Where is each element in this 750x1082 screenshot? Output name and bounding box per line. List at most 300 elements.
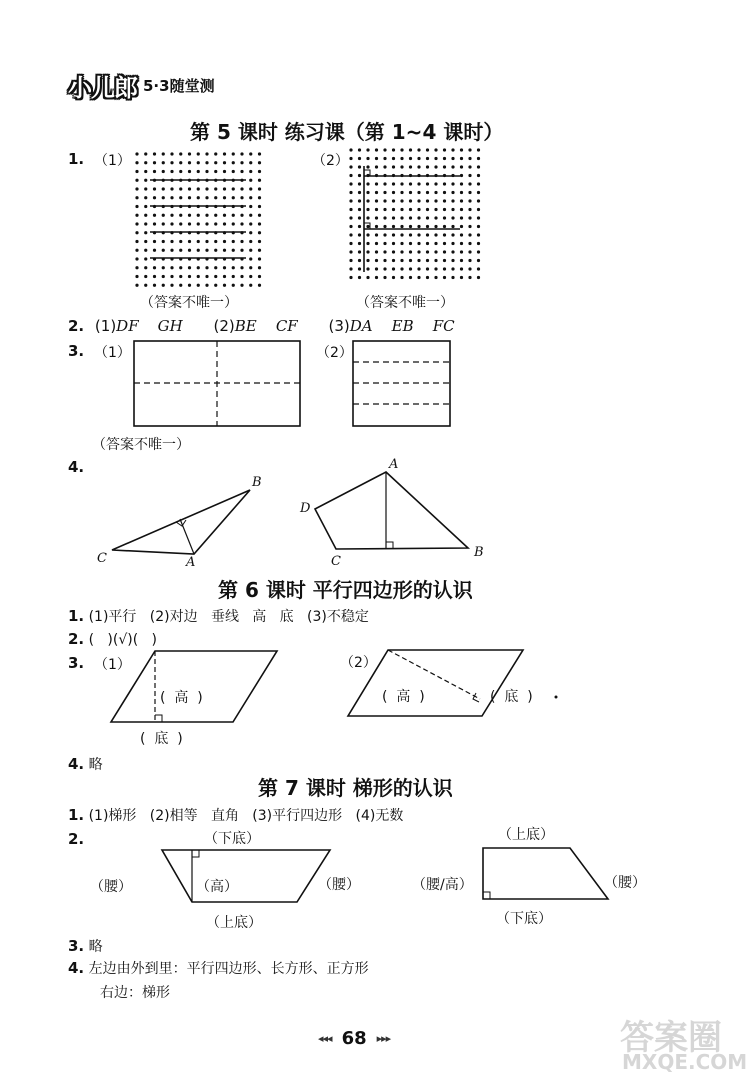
grid-dot — [188, 275, 191, 278]
grid-dot — [144, 179, 147, 182]
grid-dot — [258, 266, 261, 269]
grid-dot — [144, 249, 147, 252]
grid-dot — [188, 249, 191, 252]
grid-dot — [460, 267, 463, 270]
grid-dot — [477, 242, 480, 245]
grid-dot — [240, 196, 243, 199]
grid-dot — [144, 205, 147, 208]
grid-dot — [477, 233, 480, 236]
grid-dot — [258, 240, 261, 243]
grid-dot — [366, 148, 369, 151]
grid-dot — [258, 161, 261, 164]
grid-dot — [240, 187, 243, 190]
grid-dot — [135, 249, 138, 252]
grid-dot — [383, 267, 386, 270]
grid-dot — [400, 165, 403, 168]
grid-dot — [144, 170, 147, 173]
grid-dot — [214, 249, 217, 252]
grid-dot — [162, 284, 165, 287]
grid-dot — [223, 266, 226, 269]
grid-dot — [468, 216, 471, 219]
grid-dot — [188, 240, 191, 243]
grid-dot — [434, 148, 437, 151]
grid-dot — [434, 208, 437, 211]
grid-dot — [392, 182, 395, 185]
grid-dot — [417, 182, 420, 185]
grid-dot — [170, 275, 173, 278]
grid-dot — [375, 191, 378, 194]
grid-dot — [460, 174, 463, 177]
grid-dot — [135, 214, 138, 217]
s6-q3-number: 3. — [68, 654, 85, 672]
grid-dot — [258, 187, 261, 190]
grid-dot — [383, 148, 386, 151]
grid-dot — [375, 225, 378, 228]
grid-dot — [460, 191, 463, 194]
grid-dot — [162, 152, 165, 155]
grid-dot — [205, 284, 208, 287]
grid-dot — [409, 199, 412, 202]
grid-dot — [366, 216, 369, 219]
grid-dot — [205, 222, 208, 225]
grid-dot — [249, 214, 252, 217]
grid-dot — [358, 242, 361, 245]
grid-dot — [375, 250, 378, 253]
grid-dot — [451, 157, 454, 160]
q2-a2: BE CF — [234, 317, 298, 335]
grid-dot — [214, 222, 217, 225]
grid-dot — [451, 165, 454, 168]
q1-note2: （答案不唯一） — [356, 295, 454, 311]
grid-dot — [349, 165, 352, 168]
grid-dot — [392, 165, 395, 168]
q3-rectangle-2 — [353, 341, 450, 426]
grid-dot — [153, 266, 156, 269]
grid-dot — [197, 161, 200, 164]
grid-dot — [349, 208, 352, 211]
grid-dot — [383, 165, 386, 168]
q3-number: 3. — [68, 342, 85, 360]
grid-dot — [197, 222, 200, 225]
grid-dot — [460, 216, 463, 219]
grid-dot — [144, 240, 147, 243]
s6-parallelogram-1 — [111, 651, 277, 722]
grid-dot — [417, 233, 420, 236]
grid-dot — [153, 214, 156, 217]
grid-dot — [179, 214, 182, 217]
grid-dot — [170, 152, 173, 155]
grid-dot — [477, 191, 480, 194]
grid-dot — [477, 225, 480, 228]
grid-dot — [240, 152, 243, 155]
q4-triangle-labels — [97, 475, 262, 570]
grid-dot — [179, 152, 182, 155]
grid-dot — [460, 199, 463, 202]
grid-dot — [366, 267, 369, 270]
grid-dot — [249, 179, 252, 182]
grid-dot — [162, 214, 165, 217]
grid-dot — [153, 196, 156, 199]
grid-dot — [358, 182, 361, 185]
s7-xiadi2: （下底） — [496, 911, 552, 927]
grid-dot — [400, 208, 403, 211]
grid-dot — [144, 284, 147, 287]
grid-dot — [249, 196, 252, 199]
grid-dot — [451, 199, 454, 202]
grid-dot — [434, 233, 437, 236]
grid-dot — [223, 161, 226, 164]
s7-q3-number: 3. — [68, 937, 85, 955]
watermark-url: MXQE.COM — [622, 1050, 748, 1074]
q1-part1-label: （1） — [94, 153, 131, 169]
grid-dot — [358, 174, 361, 177]
grid-dot — [417, 242, 420, 245]
series-name: 5·3随堂测 — [143, 77, 215, 95]
grid-dot — [366, 259, 369, 262]
grid-dot — [375, 233, 378, 236]
grid-dot — [214, 240, 217, 243]
vertex-C2: C — [331, 554, 341, 569]
grid-dot — [468, 148, 471, 151]
grid-dot — [417, 259, 420, 262]
grid-dot — [451, 250, 454, 253]
grid-dot — [383, 259, 386, 262]
grid-dot — [170, 187, 173, 190]
grid-dot — [443, 242, 446, 245]
grid-dot — [409, 191, 412, 194]
s6-q3-part1-label: （1） — [94, 657, 131, 673]
grid-dot — [460, 233, 463, 236]
s7-gao: （高） — [196, 879, 238, 895]
right-arrows: ▸▸▸ — [376, 1032, 391, 1045]
grid-dot — [162, 222, 165, 225]
grid-dot — [400, 233, 403, 236]
grid-dot — [232, 152, 235, 155]
q4-triangle — [112, 490, 250, 554]
s6-di1: ( 底 ) — [140, 731, 183, 747]
grid-dot — [214, 275, 217, 278]
grid-dot — [249, 222, 252, 225]
vertex-C1: C — [97, 551, 107, 566]
grid-dot — [349, 182, 352, 185]
grid-dot — [468, 233, 471, 236]
grid-dot — [460, 250, 463, 253]
grid-dot — [409, 259, 412, 262]
grid-dot — [232, 266, 235, 269]
grid-dot — [417, 148, 420, 151]
grid-dot — [434, 182, 437, 185]
grid-dot — [477, 182, 480, 185]
s7-yaogao: （腰/高） — [412, 877, 473, 893]
grid-dot — [400, 250, 403, 253]
grid-dot — [249, 257, 252, 260]
grid-dot — [434, 250, 437, 253]
grid-dot — [468, 267, 471, 270]
s6-di2: ( 底 ) — [490, 689, 533, 705]
grid-dot — [392, 208, 395, 211]
grid-dot — [258, 275, 261, 278]
q4-number: 4. — [68, 458, 85, 476]
grid-dot — [349, 174, 352, 177]
grid-dot — [232, 214, 235, 217]
s7-q2-number: 2. — [68, 830, 85, 848]
grid-dot — [197, 187, 200, 190]
grid-dot — [197, 240, 200, 243]
grid-dot — [214, 187, 217, 190]
grid-dot — [349, 259, 352, 262]
grid-dot — [162, 161, 165, 164]
grid-dot — [417, 250, 420, 253]
grid-dot — [443, 148, 446, 151]
grid-dot — [153, 249, 156, 252]
grid-dot — [214, 161, 217, 164]
grid-dot — [249, 187, 252, 190]
grid-dot — [426, 233, 429, 236]
s7-xiadi: （下底） — [204, 831, 260, 847]
grid-dot — [468, 191, 471, 194]
s6-q1-answer: (1)平行 (2)对边 垂线 高 底 (3)不稳定 — [88, 609, 369, 625]
grid-dot — [223, 284, 226, 287]
grid-dot — [468, 165, 471, 168]
grid-dot — [400, 216, 403, 219]
grid-dot — [460, 259, 463, 262]
grid-dot — [258, 152, 261, 155]
grid-dot — [358, 157, 361, 160]
grid-dot — [240, 284, 243, 287]
grid-dot — [258, 222, 261, 225]
grid-dot — [434, 157, 437, 160]
grid-dot — [392, 233, 395, 236]
grid-dot — [188, 161, 191, 164]
grid-dot — [240, 170, 243, 173]
q1-part2-label: （2） — [312, 153, 349, 169]
grid-dot — [223, 275, 226, 278]
grid-dot — [375, 208, 378, 211]
grid-dot — [477, 208, 480, 211]
grid-dot — [197, 275, 200, 278]
grid-dot — [232, 196, 235, 199]
grid-dot — [179, 161, 182, 164]
grid-dot — [144, 161, 147, 164]
grid-dot — [417, 208, 420, 211]
page-footer — [318, 1028, 390, 1049]
grid-dot — [162, 249, 165, 252]
grid-dot — [240, 214, 243, 217]
grid-dot — [375, 148, 378, 151]
grid-dot — [477, 259, 480, 262]
grid-dot — [451, 216, 454, 219]
grid-dot — [468, 199, 471, 202]
grid-dot — [460, 182, 463, 185]
grid-dot — [383, 216, 386, 219]
grid-dot — [249, 152, 252, 155]
grid-dot — [426, 148, 429, 151]
grid-dot — [392, 259, 395, 262]
section-6-title: 第 6 课时 平行四边形的认识 — [218, 578, 473, 602]
grid-dot — [434, 216, 437, 219]
grid-dot — [426, 191, 429, 194]
grid-dot — [451, 242, 454, 245]
grid-dot — [144, 196, 147, 199]
grid-dot — [358, 208, 361, 211]
grid-dot — [426, 242, 429, 245]
grid-dot — [383, 242, 386, 245]
grid-dot — [349, 242, 352, 245]
grid-dot — [409, 165, 412, 168]
grid-dot — [426, 199, 429, 202]
grid-dot — [240, 240, 243, 243]
grid-dot — [358, 225, 361, 228]
s6-q4-answer: 略 — [88, 757, 103, 773]
grid-dot — [162, 240, 165, 243]
grid-dot — [409, 148, 412, 151]
grid-dot — [170, 161, 173, 164]
grid-dot — [460, 225, 463, 228]
grid-dot — [179, 187, 182, 190]
grid-dot — [468, 174, 471, 177]
grid-dot — [375, 242, 378, 245]
grid-dot — [144, 231, 147, 234]
grid-dot — [144, 214, 147, 217]
grid-dot — [170, 249, 173, 252]
grid-dot — [392, 148, 395, 151]
stray-dot — [555, 696, 558, 699]
grid-dot — [409, 267, 412, 270]
grid-dot — [232, 249, 235, 252]
s6-q3-part2-label: （2） — [340, 655, 377, 671]
grid-dot — [443, 216, 446, 219]
grid-dot — [135, 179, 138, 182]
vertex-A1: A — [186, 555, 196, 570]
q3-note: （答案不唯一） — [92, 437, 190, 453]
grid-dot — [468, 157, 471, 160]
grid-dot — [179, 275, 182, 278]
grid-dot — [383, 225, 386, 228]
grid-dot — [188, 196, 191, 199]
grid-dot — [409, 242, 412, 245]
s7-trapezoid-1 — [162, 850, 330, 902]
grid-dot — [392, 242, 395, 245]
grid-dot — [468, 276, 471, 279]
grid-dot — [162, 187, 165, 190]
grid-dot — [349, 157, 352, 160]
grid-dot — [426, 267, 429, 270]
grid-dot — [153, 240, 156, 243]
grid-dot — [477, 174, 480, 177]
grid-dot — [205, 196, 208, 199]
grid-dot — [223, 196, 226, 199]
grid-dot — [349, 191, 352, 194]
grid-dot — [375, 267, 378, 270]
grid-dot — [240, 161, 243, 164]
grid-dot — [179, 170, 182, 173]
grid-dot — [400, 276, 403, 279]
grid-dot — [358, 233, 361, 236]
brand-logo: 小儿郎 — [68, 74, 137, 102]
grid-dot — [426, 250, 429, 253]
grid-dot — [249, 161, 252, 164]
grid-dot — [153, 275, 156, 278]
grid-dot — [179, 240, 182, 243]
grid-dot — [249, 170, 252, 173]
s6-gao2: ( 高 ) — [382, 689, 425, 705]
grid-dot — [417, 191, 420, 194]
grid-dot — [451, 182, 454, 185]
grid-dot — [366, 191, 369, 194]
grid-dot — [144, 152, 147, 155]
s7-q4-answer-2: 右边：梯形 — [100, 985, 170, 1001]
grid-dot — [223, 214, 226, 217]
grid-dot — [366, 157, 369, 160]
q2-a3: DA EB FC — [349, 317, 455, 335]
grid-dot — [135, 187, 138, 190]
grid-dot — [451, 191, 454, 194]
grid-dot — [170, 222, 173, 225]
grid-dot — [383, 233, 386, 236]
grid-dot — [223, 152, 226, 155]
grid-dot — [188, 170, 191, 173]
grid-dot — [197, 152, 200, 155]
grid-dot — [135, 170, 138, 173]
grid-dot — [477, 250, 480, 253]
grid-dot — [258, 170, 261, 173]
q2-a1: DF GH — [116, 317, 183, 335]
page-number: 68 — [341, 1028, 367, 1049]
grid-dot — [135, 266, 138, 269]
grid-dot — [426, 225, 429, 228]
grid-dot — [400, 267, 403, 270]
grid-dot — [240, 266, 243, 269]
grid-dot — [460, 242, 463, 245]
grid-dot — [170, 170, 173, 173]
grid-dot — [232, 170, 235, 173]
grid-dot — [443, 182, 446, 185]
grid-dot — [426, 216, 429, 219]
grid-dot — [258, 214, 261, 217]
grid-dot — [349, 250, 352, 253]
grid-dot — [417, 225, 420, 228]
grid-dot — [451, 208, 454, 211]
grid-dot — [409, 233, 412, 236]
grid-dot — [214, 214, 217, 217]
grid-dot — [153, 284, 156, 287]
s7-shangdi2: （上底） — [498, 827, 554, 843]
grid-dot — [434, 276, 437, 279]
grid-dot — [460, 165, 463, 168]
grid-dot — [188, 222, 191, 225]
grid-dot — [400, 157, 403, 160]
s6-q2-number: 2. — [68, 630, 85, 648]
grid-dot — [162, 196, 165, 199]
grid-dot — [197, 266, 200, 269]
q3-part2-label: （2） — [316, 345, 353, 361]
grid-dot — [392, 276, 395, 279]
grid-dot — [249, 231, 252, 234]
grid-dot — [153, 161, 156, 164]
grid-dot — [409, 276, 412, 279]
s6-q2-answer: ( )(√)( ) — [88, 632, 157, 648]
grid-dot — [468, 208, 471, 211]
vertex-B1: B — [252, 475, 262, 490]
vertex-D2: D — [300, 501, 311, 516]
grid-dot — [434, 165, 437, 168]
grid-dot — [366, 199, 369, 202]
s6-gao1: ( 高 ) — [160, 690, 203, 706]
grid-dot — [135, 196, 138, 199]
grid-dot — [375, 216, 378, 219]
grid-dot — [188, 284, 191, 287]
s7-q4-number: 4. — [68, 959, 85, 977]
